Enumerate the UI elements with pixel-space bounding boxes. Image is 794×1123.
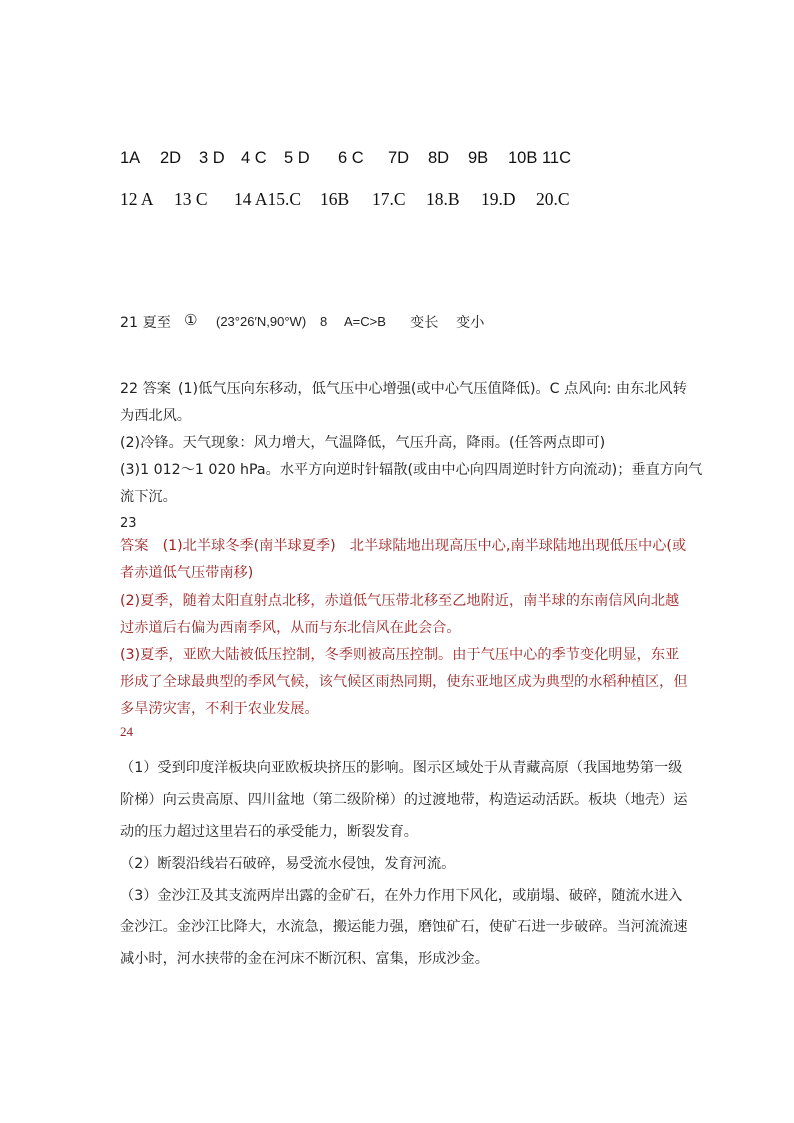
q24-text-line: 金沙江。金沙江比降大，水流急，搬运能力强，磨蚀矿石，使矿石进一步破碎。当河流流速 [120, 919, 688, 935]
q23-text-line: 过赤道后右偏为西南季风，从而与东北信风在此会合。 [120, 620, 461, 636]
q22-text-line: 为西北风。 [120, 408, 191, 424]
mc-answer: 19.D [481, 189, 516, 209]
q23-text-line: 者赤道低气压带南移) [120, 565, 254, 581]
q22-text-line: (3)1 012～1 020 hPa。水平方向逆时针辐散(或由中心向四周逆时针方向流动)；垂直方向气 [120, 462, 703, 478]
mc-answer: 13 C [174, 189, 208, 209]
q22-text-line: (1)低气压向东移动，低气压中心增强(或中心气压值降低)。C 点风向: 由东北风转 [178, 381, 687, 397]
q21-label: 21 夏至 [120, 315, 171, 331]
q21-item: ① [184, 311, 198, 329]
q21-item: 8 [320, 314, 328, 329]
q23-number: 23 [120, 516, 137, 531]
q21-item: 变小 [456, 315, 485, 331]
q23-text-line: 多旱涝灾害，不利于农业发展。 [120, 701, 319, 717]
q24-text-line: （2）断裂沿线岩石破碎，易受流水侵蚀，发育河流。 [120, 856, 456, 872]
mc-answer: 14 A15.C [234, 189, 302, 209]
q24-text-line: 减小时，河水挟带的金在河床不断沉积、富集，形成沙金。 [120, 951, 489, 967]
mc-answer: 17.C [372, 189, 406, 209]
mc-answer: 9B [468, 149, 489, 167]
mc-answer: 3 D [199, 149, 225, 167]
mc-answer: 18.B [426, 189, 460, 209]
q21-item: 变长 [410, 315, 439, 331]
q23-text-line: (3)夏季，亚欧大陆被低压控制，冬季则被高压控制。由于气压中心的季节变化明显，东亚 [120, 647, 680, 663]
mc-answer: 2D [160, 149, 182, 167]
mc-answer: 8D [428, 149, 450, 167]
mc-answer: 4 C [241, 149, 267, 167]
q21-item: A=C>B [344, 314, 386, 329]
mc-answer: 5 D [284, 149, 310, 167]
q22-label: 22 答案 [120, 381, 171, 397]
q23-text-line: (2)夏季，随着太阳直射点北移，赤道低气压带北移至乙地附近，南半球的东南信风向北越 [120, 593, 680, 609]
mc-answer: 6 C [338, 149, 364, 167]
mc-answer: 20.C [536, 189, 570, 209]
mc-answer: 10B 11C [508, 149, 571, 167]
q22-text-line: (2)冷锋。天气现象：风力增大，气温降低，气压升高，降雨。(任答两点即可) [120, 435, 606, 451]
mc-answer: 1A [120, 149, 141, 167]
mc-answer: 7D [388, 149, 410, 167]
q23-text-line: 形成了全球最典型的季风气候，该气候区雨热同期，使东亚地区成为典型的水稻种植区，但 [120, 674, 688, 690]
mc-answer: 12 A [120, 189, 154, 209]
q24-number: 24 [120, 724, 133, 739]
q21-item: (23°26′N,90°W) [216, 314, 307, 329]
mc-answer: 16B [320, 189, 350, 209]
q24-text-line: 阶梯）向云贵高原、四川盆地（第二级阶梯）的过渡地带，构造运动活跃。板块（地壳）运 [120, 792, 688, 808]
q24-text-line: （3）金沙江及其支流两岸出露的金矿石，在外力作用下风化，或崩塌、破碎，随流水进入 [120, 888, 683, 904]
q24-text-line: （1）受到印度洋板块向亚欧板块挤压的影响。图示区域处于从青藏高原（我国地势第一级 [120, 760, 683, 776]
q23-text-line: 答案 (1)北半球冬季(南半球夏季) 北半球陆地出现高压中心,南半球陆地出现低压中心(或 [120, 538, 687, 554]
q22-text-line: 流下沉。 [120, 489, 177, 505]
q24-text-line: 动的压力超过这里岩石的承受能力，断裂发育。 [120, 824, 418, 840]
